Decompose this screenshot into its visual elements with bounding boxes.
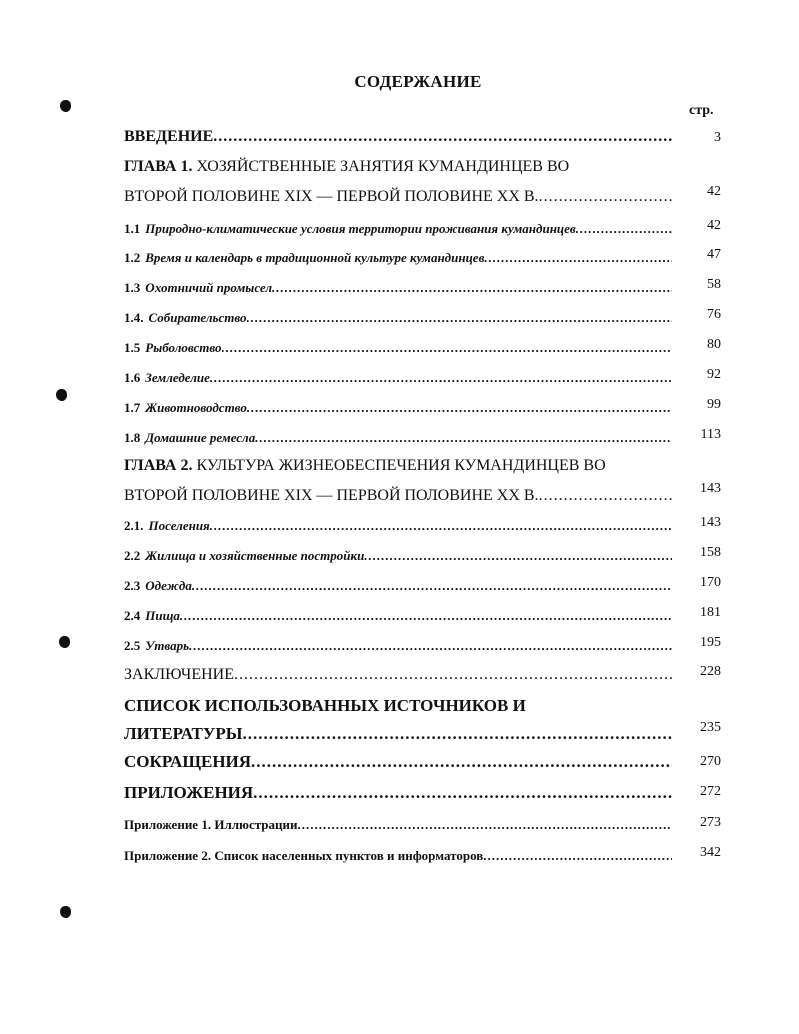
section-number: 1.2 — [124, 250, 141, 265]
leader-dots — [189, 638, 672, 654]
section-number: 2.5 — [124, 638, 141, 653]
leader-dots — [213, 128, 672, 146]
toc-label: Земледелие — [145, 370, 210, 385]
toc-page-number: 58 — [707, 277, 721, 292]
toc-label-cont: ЛИТЕРАТУРЫ — [124, 724, 243, 743]
leader-dots — [297, 817, 672, 833]
chapter-prefix: ГЛАВА 2. — [124, 457, 193, 474]
leader-dots — [234, 660, 672, 690]
leader-dots — [272, 280, 672, 296]
toc-label: СПИСОК ИСПОЛЬЗОВАННЫХ ИСТОЧНИКОВ И — [124, 696, 526, 715]
punch-hole-mark — [60, 906, 71, 918]
toc-label: Приложение 2. Список населенных пунктов и информаторов — [124, 848, 484, 863]
page-title: СОДЕРЖАНИЕ — [354, 72, 482, 91]
toc-label: ПРИЛОЖЕНИЯ — [124, 783, 254, 802]
toc-entry-section[interactable] — [124, 518, 672, 534]
toc-label: Собирательство — [148, 310, 247, 325]
leader-dots — [253, 783, 672, 803]
toc-entry-section[interactable] — [124, 370, 672, 386]
toc-page-number: 228 — [700, 664, 721, 679]
section-number: 1.6 — [124, 370, 141, 385]
section-number: 1.1 — [124, 221, 141, 236]
toc-entry-section[interactable] — [124, 280, 672, 296]
toc-page-number: 99 — [707, 397, 721, 412]
leader-dots — [242, 720, 672, 748]
section-number: 1.5 — [124, 340, 141, 355]
leader-dots — [364, 548, 672, 564]
toc-label-cont: ВТОРОЙ ПОЛОВИНЕ XIX — ПЕРВОЙ ПОЛОВИНЕ XX В. — [124, 487, 539, 504]
toc-entry-section[interactable] — [124, 310, 672, 326]
punch-hole-mark — [56, 389, 67, 401]
chapter-prefix: ГЛАВА 1. — [124, 158, 193, 175]
toc-entry-chapter-1[interactable] — [124, 152, 672, 212]
toc-label-cont: ВТОРОЙ ПОЛОВИНЕ XIX — ПЕРВОЙ ПОЛОВИНЕ XX В. — [124, 188, 539, 205]
toc-page-number: 113 — [700, 427, 721, 442]
toc-entry-section[interactable] — [124, 400, 672, 416]
toc-entry-appendix-2[interactable] — [124, 848, 672, 864]
toc-page-number: 235 — [700, 720, 721, 735]
page-column-label: стр. — [689, 103, 714, 118]
toc-page-number: 42 — [707, 184, 721, 199]
section-number: 1.4. — [124, 310, 144, 325]
leader-dots — [210, 518, 672, 534]
toc-page-number: 80 — [707, 337, 721, 352]
leader-dots — [222, 340, 672, 356]
leader-dots — [255, 430, 672, 446]
toc-label: Приложение 1. Иллюстрации — [124, 817, 298, 832]
toc-label: ХОЗЯЙСТВЕННЫЕ ЗАНЯТИЯ КУМАНДИНЦЕВ ВО — [196, 158, 570, 175]
leader-dots — [576, 221, 672, 237]
section-number: 2.4 — [124, 608, 141, 623]
toc-page-number: 272 — [700, 784, 721, 799]
section-number: 1.7 — [124, 400, 141, 415]
toc-label: Одежда — [145, 578, 192, 593]
toc-page-number: 76 — [707, 307, 721, 322]
toc-page-number: 158 — [700, 545, 721, 560]
punch-hole-mark — [60, 100, 71, 112]
toc-entry-section[interactable] — [124, 221, 672, 237]
leader-dots — [247, 400, 672, 416]
toc-entry-section[interactable] — [124, 608, 672, 624]
toc-label: ВВЕДЕНИЕ — [124, 128, 214, 145]
toc-entry-section[interactable] — [124, 340, 672, 356]
toc-page-number: 195 — [700, 635, 721, 650]
toc-entry-abbreviations[interactable] — [124, 752, 672, 772]
toc-page-number: 92 — [707, 367, 721, 382]
toc-label: КУЛЬТУРА ЖИЗНЕОБЕСПЕЧЕНИЯ КУМАНДИНЦЕВ ВО — [196, 457, 606, 474]
toc-page-number: 181 — [700, 605, 721, 620]
toc-page-number: 42 — [707, 218, 721, 233]
toc-entry-section[interactable] — [124, 250, 672, 266]
toc-label: Охотничий промысел — [145, 280, 273, 295]
toc-entry-section[interactable] — [124, 638, 672, 654]
toc-label: ЗАКЛЮЧЕНИЕ — [124, 666, 234, 683]
toc-entry-sources[interactable] — [124, 692, 672, 748]
leader-dots — [210, 370, 672, 386]
toc-entry-conclusion[interactable] — [124, 660, 672, 690]
punch-hole-mark — [59, 636, 70, 648]
toc-entry-chapter-2[interactable] — [124, 451, 672, 511]
section-number: 2.3 — [124, 578, 141, 593]
toc-entry-section[interactable] — [124, 430, 672, 446]
toc-label: Рыболовство — [145, 340, 222, 355]
toc-label: Утварь — [145, 638, 190, 653]
toc-label: Животноводство — [145, 400, 247, 415]
leader-dots — [180, 608, 672, 624]
leader-dots — [539, 182, 672, 212]
leader-dots — [483, 848, 672, 864]
toc-page-number: 273 — [700, 815, 721, 830]
toc-page-number: 143 — [700, 515, 721, 530]
section-number: 2.2 — [124, 548, 141, 563]
toc-label: Природно-климатические условия территории проживания кумандинцев — [145, 221, 576, 236]
section-number: 1.8 — [124, 430, 141, 445]
toc-label: СОКРАЩЕНИЯ — [124, 752, 252, 771]
toc-entry-intro[interactable] — [124, 128, 672, 146]
toc-label: Жилища и хозяйственные постройки — [145, 548, 365, 563]
toc-page-number: 3 — [714, 130, 721, 145]
leader-dots — [484, 250, 672, 266]
toc-page-number: 342 — [700, 845, 721, 860]
toc-page-number: 270 — [700, 754, 721, 769]
toc-label: Время и календарь в традиционной культуре кумандинцев — [145, 250, 485, 265]
section-number: 2.1. — [124, 518, 144, 533]
leader-dots — [539, 481, 672, 511]
toc-label: Пища — [145, 608, 180, 623]
toc-page-number: 170 — [700, 575, 721, 590]
leader-dots — [251, 752, 672, 772]
section-number: 1.3 — [124, 280, 141, 295]
toc-page-number: 143 — [700, 481, 721, 496]
toc-entry-section[interactable] — [124, 548, 672, 564]
toc-entry-section[interactable] — [124, 578, 672, 594]
leader-dots — [247, 310, 673, 326]
toc-entry-appendices[interactable] — [124, 783, 672, 803]
toc-label: Поселения — [148, 518, 210, 533]
toc-page-number: 47 — [707, 247, 721, 262]
leader-dots — [192, 578, 672, 594]
toc-label: Домашние ремесла — [145, 430, 256, 445]
toc-entry-appendix-1[interactable] — [124, 817, 672, 833]
